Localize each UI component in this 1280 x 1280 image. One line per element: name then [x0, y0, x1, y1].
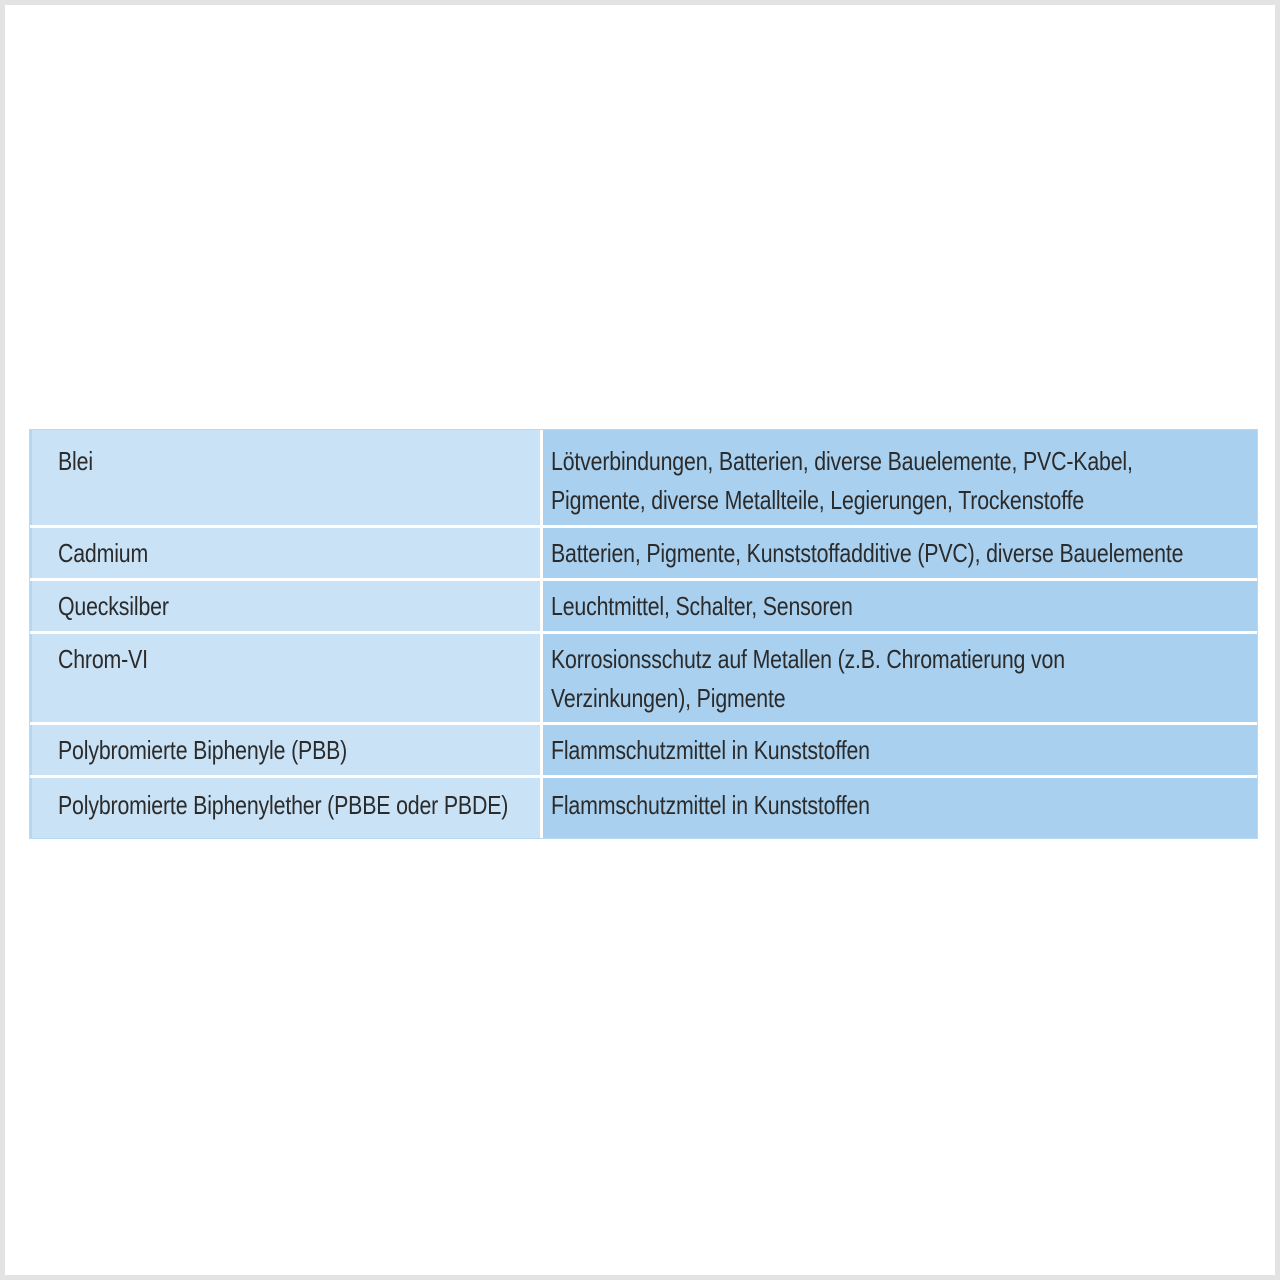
substance-name: Polybromierte Biphenylether (PBBE oder PBDE) [58, 790, 509, 820]
substance-cell [30, 778, 540, 838]
uses-cell [543, 528, 1257, 578]
substance-name: Cadmium [58, 538, 149, 568]
substance-cell [30, 725, 540, 775]
substance-name: Chrom-VI [58, 644, 148, 674]
substance-cell [30, 430, 540, 525]
uses-text-line: Leuchtmittel, Schalter, Sensoren [551, 591, 853, 621]
uses-text-line: Lötverbindungen, Batterien, diverse Bauelemente, PVC-Kabel, [551, 446, 1133, 476]
table-row [30, 528, 1257, 578]
uses-text-line: Pigmente, diverse Metallteile, Legierungen, Trockenstoffe [551, 485, 1085, 515]
uses-text-line: Flammschutzmittel in Kunststoffen [551, 735, 870, 765]
uses-cell [543, 634, 1257, 722]
table-row [30, 430, 1257, 525]
uses-text-line: Flammschutzmittel in Kunststoffen [551, 790, 870, 820]
substance-name: Polybromierte Biphenyle (PBB) [58, 735, 348, 765]
table-row [30, 725, 1257, 775]
substance-name: Blei [58, 446, 93, 476]
substance-name: Quecksilber [58, 591, 169, 621]
uses-text-line: Batterien, Pigmente, Kunststoffadditive (PVC), diverse Bauelemente [551, 538, 1184, 568]
uses-cell [543, 581, 1257, 631]
substances-table [29, 429, 1258, 839]
uses-cell [543, 430, 1257, 525]
table-row [30, 581, 1257, 631]
table-row [30, 778, 1257, 838]
uses-text-line: Verzinkungen), Pigmente [551, 683, 786, 713]
uses-text-line: Korrosionsschutz auf Metallen (z.B. Chromatierung von [551, 644, 1065, 674]
uses-cell [543, 778, 1257, 838]
page [5, 5, 1275, 1275]
substance-cell [30, 634, 540, 722]
substance-cell [30, 581, 540, 631]
table-row [30, 634, 1257, 722]
uses-cell [543, 725, 1257, 775]
substance-cell [30, 528, 540, 578]
